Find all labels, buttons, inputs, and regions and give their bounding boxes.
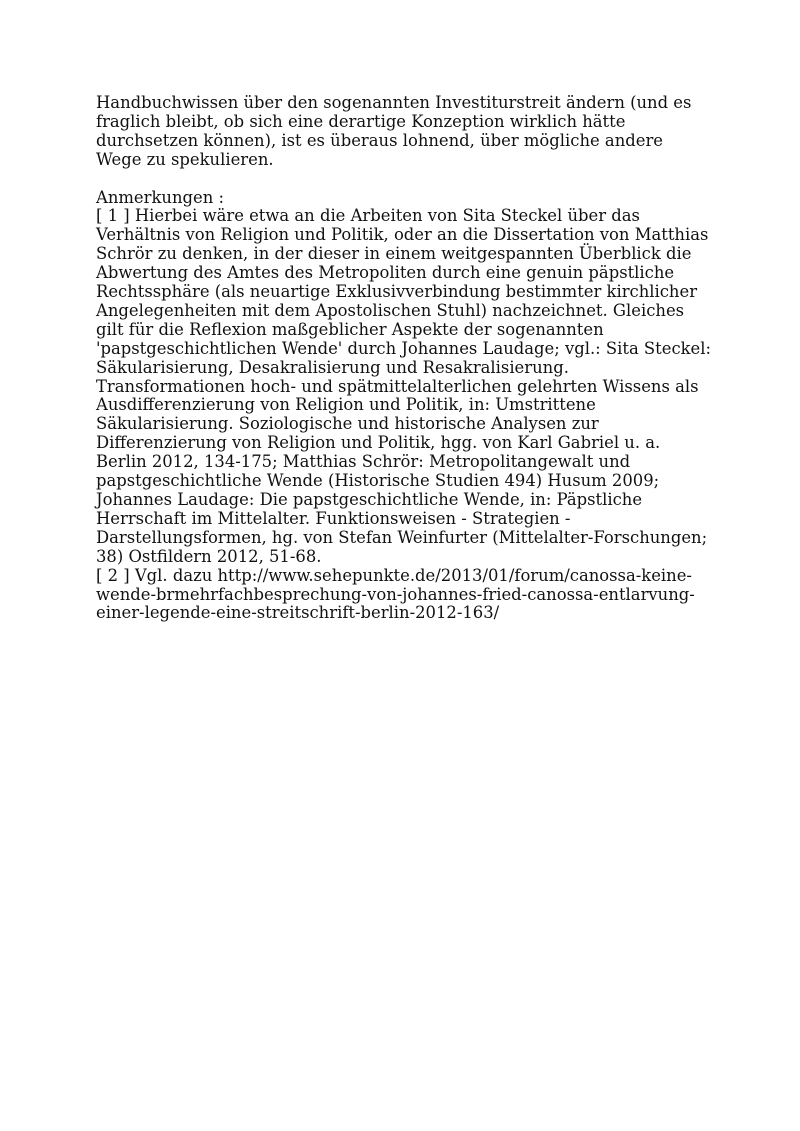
document-page [96, 94, 716, 623]
paragraph-gap [96, 170, 716, 189]
notes-heading: Anmerkungen : [96, 187, 224, 207]
footnote-2: [ 2 ] Vgl. dazu http://www.sehepunkte.de/2013/01/forum/canossa-keine- wende-brmehrfachbesprechung-von-johannes-fried-canossa-entlarvung- einer-legende-eine-streitschrift-berlin-2012-163/ [96, 565, 695, 623]
footnote-1: [ 1 ] Hierbei wäre etwa an die Arbeiten von Sita Steckel über das Verhältnis von Religion und Politik, oder an die Dissertation von Matthias Schrör zu denken, in der dieser in einem weitgespannten Überblick die Abwertung des Amtes des Metropoliten durch eine genuin päpstliche Rechtssphäre (als neuartige Exklusivverbindung bestimmter kirchlicher Angelegenheiten mit dem Apostolischen Stuhl) nachzeichnet. Gleiches gilt für die Reflexion maßgeblicher Aspekte der sogenannten 'papstgeschichtlichen Wende' durch Johannes Laudage; vgl.: Sita Steckel: Säkularisierung, Desakralisierung und Resakralisierung. Transformationen hoch- und spätmittelalterlichen gelehrten Wissens als Ausdifferenzierung von Religion und Politik, in: Umstrittene Säkularisierung. Soziologische und historische Analysen zur Differenzierung von Religion und Politik, hgg. von Karl Gabriel u. a. Berlin 2012, 134-175; Matthias Schrör: Metropolitangewalt und papstgeschichtliche Wende (Historische Studien 494) Husum 2009; Johannes Laudage: Die papstgeschichtliche Wende, in: Päpstliche Herrschaft im Mittelalter. Funktionsweisen - Strategien - Darstellungsformen, hg. von Stefan Weinfurter (Mittelalter-Forschungen; 38) Ostfildern 2012, 51-68. [96, 206, 712, 566]
intro-paragraph: Handbuchwissen über den sogenannten Investiturstreit ändern (und es fraglich bleibt, ob sich eine derartige Konzeption wirklich hätte durchsetzen können), ist es überaus lohnend, über mögliche andere Wege zu spekulieren. [96, 93, 692, 169]
